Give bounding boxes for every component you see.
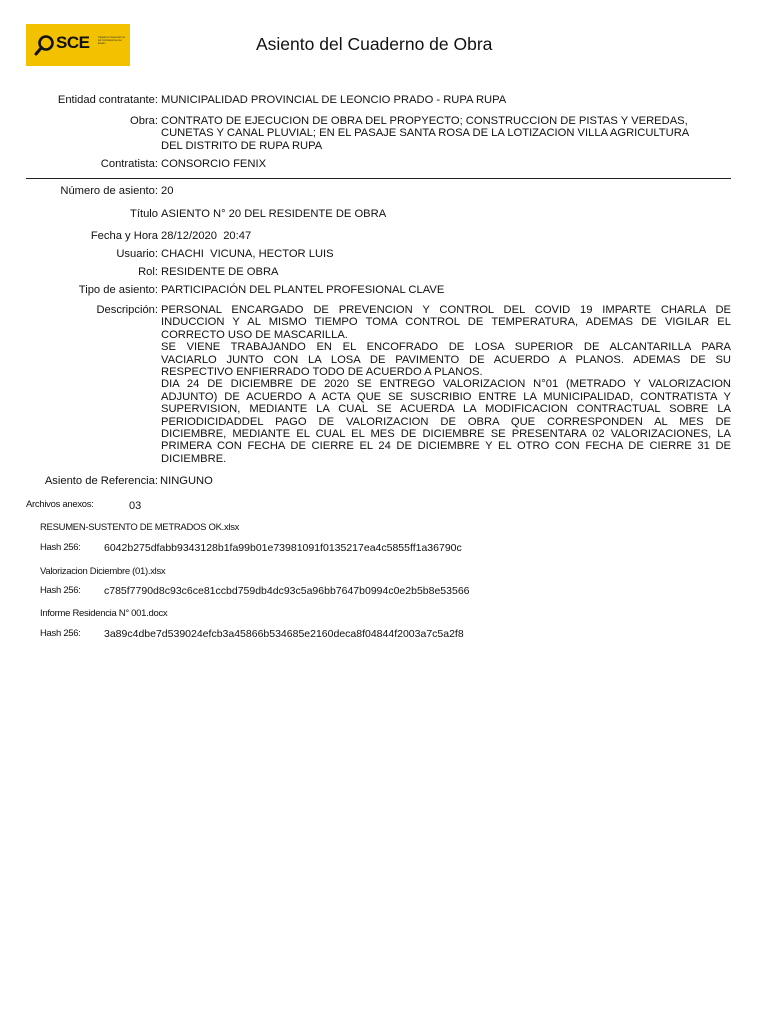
entidad-label: Entidad contratante: — [57, 94, 158, 106]
descripcion-line: VACIARLO JUNTO CON LA LOSA DE PAVIMENTO DE ACUERDO A PLANOS. ADEMAS DE SU — [161, 353, 731, 366]
rol-label: Rol: — [138, 266, 158, 278]
referencia-label: Asiento de Referencia: — [44, 475, 158, 487]
descripcion-line: SE VIENE TRABAJANDO EN EL ENCOFRADO DE LOSA SUPERIOR DE ALCANTARILLA PARA — [161, 341, 731, 354]
obra-line: DEL DISTRITO DE RUPA RUPA — [161, 139, 323, 152]
hash-label: Hash 256: — [40, 542, 81, 553]
obra-line: CUNETAS Y CANAL PLUVIAL; EN EL PASAJE SANTA ROSA DE LA LOTIZACION VILLA AGRICULTURA — [161, 127, 690, 140]
descripcion-line: ADJUNTO) DE ACUERDO A ACTA QUE SE SUSCRIBIO ENTRE LA MUNICIPALIDAD, CONTRATISTA Y — [161, 390, 731, 403]
usuario-value: CHACHI VICUNA, HECTOR LUIS — [161, 248, 334, 260]
attachment-file-link[interactable]: Valorizacion Diciembre (01).xlsx — [40, 566, 166, 577]
descripcion-label: Descripción: — [96, 304, 158, 316]
titulo-value: ASIENTO N° 20 DEL RESIDENTE DE OBRA — [161, 208, 387, 220]
anexos-count: 03 — [129, 500, 142, 512]
referencia-value: NINGUNO — [160, 475, 213, 487]
contratista-value: CONSORCIO FENIX — [161, 158, 267, 170]
fecha-label: Fecha y Hora — [90, 230, 158, 242]
usuario-label: Usuario: — [116, 248, 158, 260]
obra-label: Obra: — [130, 115, 158, 127]
attachment-file-link[interactable]: Informe Residencia N° 001.docx — [40, 608, 168, 619]
descripcion-line: RESPECTIVO ENFIERRADO TODO DE ACUERDO A PLANOS. — [161, 366, 483, 379]
logo-text: SCE — [56, 33, 90, 52]
descripcion-line: DICIEMBRE. — [161, 452, 227, 465]
descripcion-line: CORRECTO USO DE MASCARILLA. — [161, 328, 348, 341]
obra-line: CONTRATO DE EJECUCION DE OBRA DEL PROPYECTO; CONSTRUCCION DE PISTAS Y VEREDAS, — [161, 115, 688, 127]
logo-subtext: Organismo Supervisor de las Contrataciones del Estado — [98, 36, 126, 45]
descripcion-line: DIA 24 DE DICIEMBRE DE 2020 SE ENTREGO VALORIZACION N°01 (METRADO Y VALORIZACION — [161, 378, 731, 391]
contratista-label: Contratista: — [100, 158, 158, 170]
hash-value: c785f7790d8c93c6ce81ccbd759db4dc93c5a96bb7647b0994c0e2b5b8e53566 — [104, 585, 470, 597]
obra-value — [161, 115, 689, 152]
hash-label: Hash 256: — [40, 585, 81, 596]
tipo-label: Tipo de asiento: — [78, 284, 158, 296]
hash-label: Hash 256: — [40, 628, 81, 639]
rol-value: RESIDENTE DE OBRA — [161, 266, 279, 278]
descripcion-line: SUPERVISION, MEDIANTE LA CUAL SE ACUERDA LA MODIFICACION CONTRACTUAL SOBRE LA — [161, 403, 731, 416]
magnifier-icon — [34, 32, 58, 58]
descripcion-line: DICIEMBRE, MEDIANTE EL CUAL EL MES DE DICIEMBRE SE PRESENTARA 02 VALORIZACIONES, LA — [161, 428, 731, 441]
entidad-value: MUNICIPALIDAD PROVINCIAL DE LEONCIO PRADO - RUPA RUPA — [161, 94, 507, 106]
divider — [26, 178, 731, 179]
descripcion-line: PERIODICIDADDEL PAGO DE VALORIZACION DE OBRA QUE CORRESPONDEN AL MES DE — [161, 415, 731, 428]
fecha-value: 28/12/2020 20:47 — [161, 230, 252, 242]
hash-value: 3a89c4dbe7d539024efcb3a45866b534685e2160deca8f04844f2003a7c5a2f8 — [104, 628, 464, 640]
hash-value: 6042b275dfabb9343128b1fa99b01e73981091f0135217ea4c5855ff1a36790c — [104, 542, 462, 554]
tipo-value: PARTICIPACIÓN DEL PLANTEL PROFESIONAL CLAVE — [161, 284, 445, 296]
titulo-label: Título — [130, 208, 158, 220]
numero-label: Número de asiento: — [60, 185, 158, 197]
numero-value: 20 — [161, 185, 174, 197]
descripcion-line: INDUCCION Y AL MISMO TIEMPO TOMA CONTROL DE TEMPERATURA, ADEMAS DE VIGILAR EL — [161, 316, 731, 329]
descripcion-value — [161, 304, 731, 465]
attachment-file-link[interactable]: RESUMEN-SUSTENTO DE METRADOS OK.xlsx — [40, 522, 240, 533]
anexos-label: Archivos anexos: — [26, 499, 94, 510]
descripcion-line: PRIMERA CON FECHA DE CIERRE EL 24 DE DICIEMBRE Y EL OTRO CON FECHA DE CIERRE 31 DE — [161, 440, 731, 453]
descripcion-line: PERSONAL ENCARGADO DE PREVENCION Y CONTROL DEL COVID 19 IMPARTE CHARLA DE — [161, 304, 731, 316]
osce-logo — [26, 24, 130, 66]
page-title: Asiento del Cuaderno de Obra — [256, 34, 493, 54]
